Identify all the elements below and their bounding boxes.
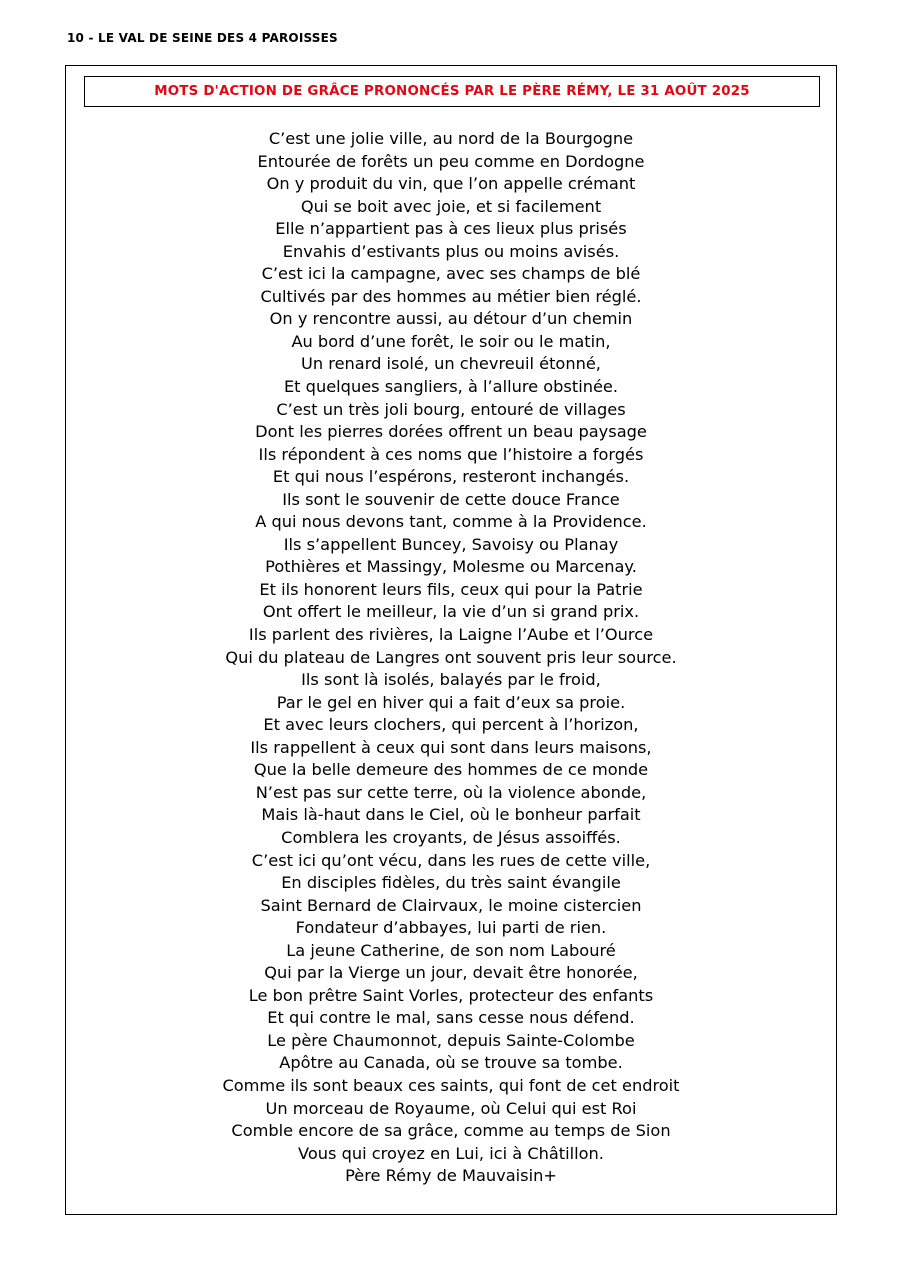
- poem-line: C’est une jolie ville, au nord de la Bourgogne: [268, 129, 634, 148]
- poem-line: Ils s’appellent Buncey, Savoisy ou Planay: [283, 534, 619, 554]
- poem-line: Comblera les croyants, de Jésus assoiffés.: [281, 827, 621, 847]
- poem-line: Qui se boit avec joie, et si facilement: [300, 196, 602, 216]
- poem-line: C’est un très joli bourg, entouré de villages: [276, 399, 626, 419]
- poem-line: La jeune Catherine, de son nom Labouré: [286, 940, 616, 960]
- poem-line: A qui nous devons tant, comme à la Providence.: [255, 512, 647, 532]
- poem-body: [66, 128, 836, 1188]
- poem-line: Ont offert le meilleur, la vie d’un si grand prix.: [262, 602, 640, 622]
- poem-line: Que la belle demeure des hommes de ce monde: [253, 760, 649, 780]
- poem-line: Ils répondent à ces noms que l’histoire a forgés: [258, 444, 644, 464]
- poem-line: Ils sont le souvenir de cette douce France: [282, 489, 620, 509]
- poem-line: Elle n’appartient pas à ces lieux plus prisés: [275, 219, 627, 239]
- poem-line: Cultivés par des hommes au métier bien réglé.: [260, 286, 642, 306]
- poem-line: On y produit du vin, que l’on appelle crémant: [266, 174, 636, 194]
- poem-line: Qui du plateau de Langres ont souvent pris leur source.: [225, 647, 677, 667]
- poem-line: Ils parlent des rivières, la Laigne l’Aube et l’Ource: [248, 625, 654, 645]
- poem-line: Et ils honorent leurs fils, ceux qui pour la Patrie: [259, 579, 643, 599]
- poem-line: Saint Bernard de Clairvaux, le moine cistercien: [260, 895, 642, 915]
- poem-line: Le bon prêtre Saint Vorles, protecteur des enfants: [248, 985, 654, 1005]
- poem-line: Et avec leurs clochers, qui percent à l’horizon,: [263, 715, 639, 735]
- poem-line: Père Rémy de Mauvaisin+: [345, 1166, 557, 1186]
- poem-line: C’est ici qu’ont vécu, dans les rues de cette ville,: [251, 850, 651, 870]
- poem-line: Et qui nous l’espérons, resteront inchangés.: [272, 467, 630, 487]
- poem-line: Entourée de forêts un peu comme en Dordogne: [257, 151, 645, 171]
- poem-line: C’est ici la campagne, avec ses champs de blé: [261, 264, 641, 284]
- poem-line: Comme ils sont beaux ces saints, qui font de cet endroit: [222, 1075, 680, 1095]
- poem-line: Et quelques sangliers, à l’allure obstinée.: [283, 377, 619, 397]
- poem-line: On y rencontre aussi, au détour d’un chemin: [269, 309, 633, 329]
- poem-line: Comble encore de sa grâce, comme au temps de Sion: [231, 1121, 671, 1141]
- poem-line: En disciples fidèles, du très saint évangile: [281, 873, 621, 893]
- poem-line: N’est pas sur cette terre, où la violence abonde,: [255, 782, 647, 802]
- poem-line: Par le gel en hiver qui a fait d’eux sa proie.: [276, 692, 626, 712]
- running-header: 10 - LE VAL DE SEINE DES 4 PAROISSES: [67, 31, 338, 45]
- poem-line: Ils rappellent à ceux qui sont dans leurs maisons,: [250, 737, 652, 757]
- poem-line: Et qui contre le mal, sans cesse nous défend.: [267, 1008, 635, 1028]
- poem-line: Fondateur d’abbayes, lui parti de rien.: [295, 918, 607, 938]
- poem-line: Qui par la Vierge un jour, devait être honorée,: [264, 963, 638, 983]
- poem-line: Un morceau de Royaume, où Celui qui est Roi: [265, 1098, 637, 1118]
- article-frame: [65, 65, 837, 1215]
- poem-line: Un renard isolé, un chevreuil étonné,: [301, 354, 601, 374]
- poem-line: Pothières et Massingy, Molesme ou Marcenay.: [265, 557, 637, 577]
- poem-line: Au bord d’une forêt, le soir ou le matin,: [291, 331, 611, 351]
- poem-line: Mais là-haut dans le Ciel, où le bonheur parfait: [261, 805, 641, 825]
- poem-line: Ils sont là isolés, balayés par le froid,: [301, 670, 601, 690]
- article-title: MOTS D'ACTION DE GRÂCE PRONONCÉS PAR LE PÈRE RÉMY, LE 31 AOÛT 2025: [84, 76, 820, 107]
- poem-line: Dont les pierres dorées offrent un beau paysage: [255, 422, 647, 442]
- poem-line: Vous qui croyez en Lui, ici à Châtillon.: [298, 1143, 604, 1163]
- poem-line: Apôtre au Canada, où se trouve sa tombe.: [279, 1053, 623, 1073]
- poem-line: Envahis d’estivants plus ou moins avisés.: [282, 241, 620, 261]
- poem-line: Le père Chaumonnot, depuis Sainte-Colombe: [267, 1030, 635, 1050]
